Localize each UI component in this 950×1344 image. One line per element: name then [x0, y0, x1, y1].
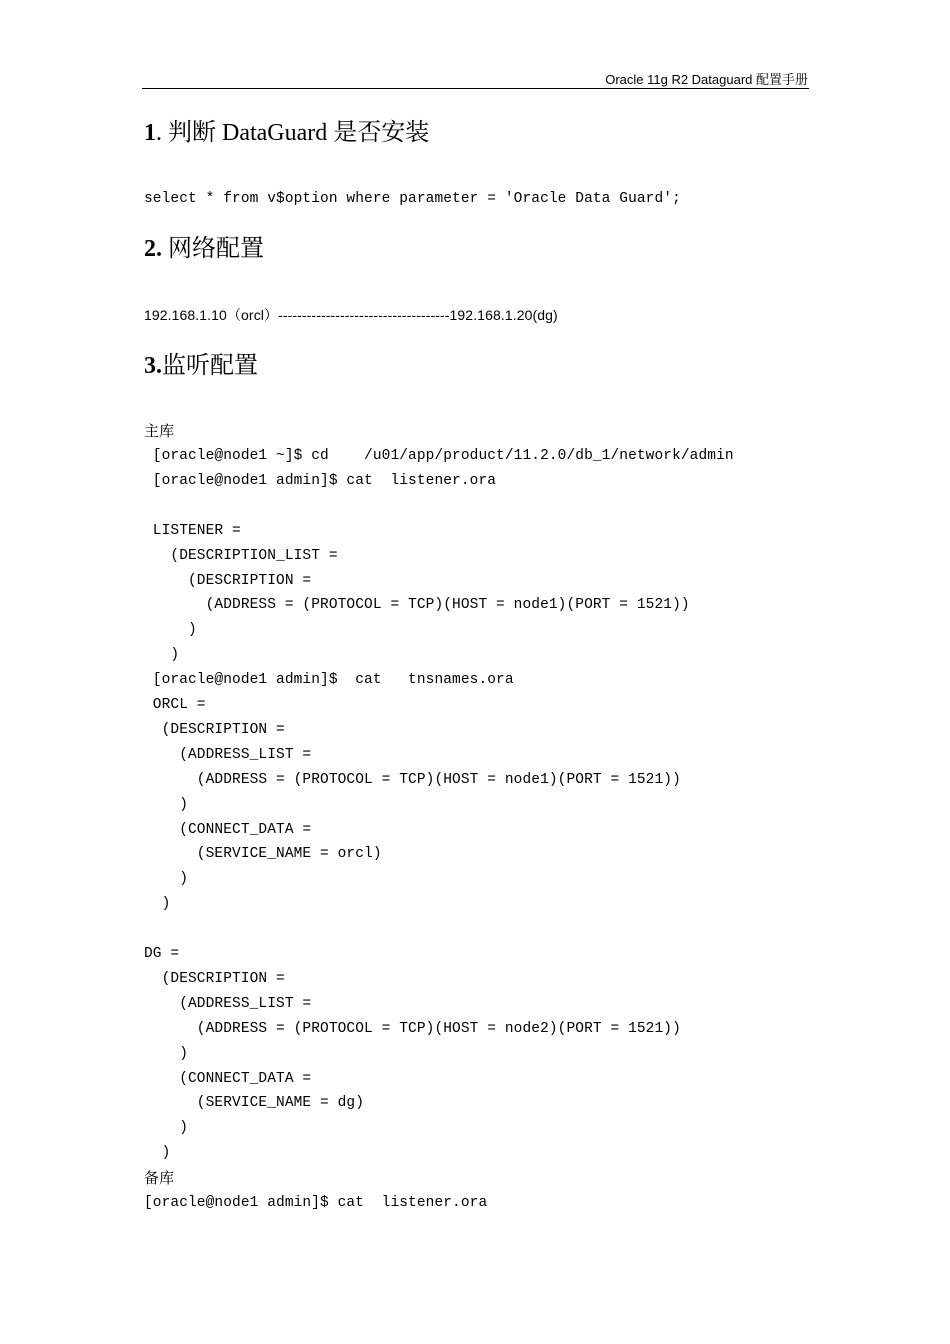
code-line: ) [144, 1045, 189, 1062]
code-line: (ADDRESS = (PROTOCOL = TCP)(HOST = node1)(PORT = 1521)) [144, 771, 681, 788]
section-number: 3. [144, 353, 162, 379]
standby-label: 备库 [144, 1169, 175, 1187]
section-3-heading [144, 351, 258, 381]
section-title: 判断 DataGuard 是否安装 [168, 120, 430, 146]
section-number: 2. [144, 236, 162, 262]
code-line: (CONNECT_DATA = [144, 821, 312, 838]
code-line: (DESCRIPTION = [144, 721, 285, 738]
code-line: ) [144, 871, 189, 888]
code-line: ) [144, 622, 197, 639]
code-line: ) [144, 647, 180, 664]
section-1-heading: 1. 判断 DataGuard 是否安装 [144, 120, 430, 146]
code-line: (DESCRIPTION = [144, 970, 285, 987]
code-line: LISTENER = [144, 522, 241, 539]
code-line: (ADDRESS_LIST = [144, 995, 312, 1012]
code-line: ORCL = [144, 697, 206, 713]
code-line: [oracle@node1 admin]$ cat listener.ora [144, 472, 497, 489]
standby-command-line: [oracle@node1 admin]$ cat listener.ora [144, 1195, 488, 1211]
code-line: DG = [144, 946, 180, 962]
code-line: (SERVICE_NAME = dg) [144, 1095, 365, 1112]
page-header: Oracle 11g R2 Dataguard 配置手册 [605, 72, 808, 87]
section-2-heading [144, 234, 264, 264]
code-line: (ADDRESS_LIST = [144, 746, 312, 763]
code-line: (SERVICE_NAME = orcl) [144, 846, 382, 863]
code-line: [oracle@node1 admin]$ cat tnsnames.ora [144, 672, 514, 689]
code-line: (DESCRIPTION_LIST = [144, 547, 338, 564]
code-line: (CONNECT_DATA = [144, 1070, 312, 1087]
code-line: (ADDRESS = (PROTOCOL = TCP)(HOST = node2)(PORT = 1521)) [144, 1020, 681, 1037]
network-line: 192.168.1.10（orcl）------------------------------------192.168.1.20(dg) [144, 307, 558, 323]
section-title: 网络配置 [168, 236, 264, 262]
code-line: ) [144, 1145, 171, 1162]
sql-check-line: select * from v$option where parameter = 'Oracle Data Guard'; [144, 191, 681, 207]
code-line: (ADDRESS = (PROTOCOL = TCP)(HOST = node1)(PORT = 1521)) [144, 597, 690, 614]
section-title: 监听配置 [162, 353, 258, 379]
code-line: [oracle@node1 ~]$ cd /u01/app/product/11.2.0/db_1/network/admin [144, 448, 734, 464]
primary-label: 主库 [144, 422, 175, 440]
header-rule [142, 88, 809, 89]
code-line: (DESCRIPTION = [144, 572, 312, 589]
code-line: ) [144, 896, 171, 913]
code-line: ) [144, 1120, 189, 1137]
section-number: 1 [144, 120, 156, 146]
code-line: ) [144, 796, 189, 813]
